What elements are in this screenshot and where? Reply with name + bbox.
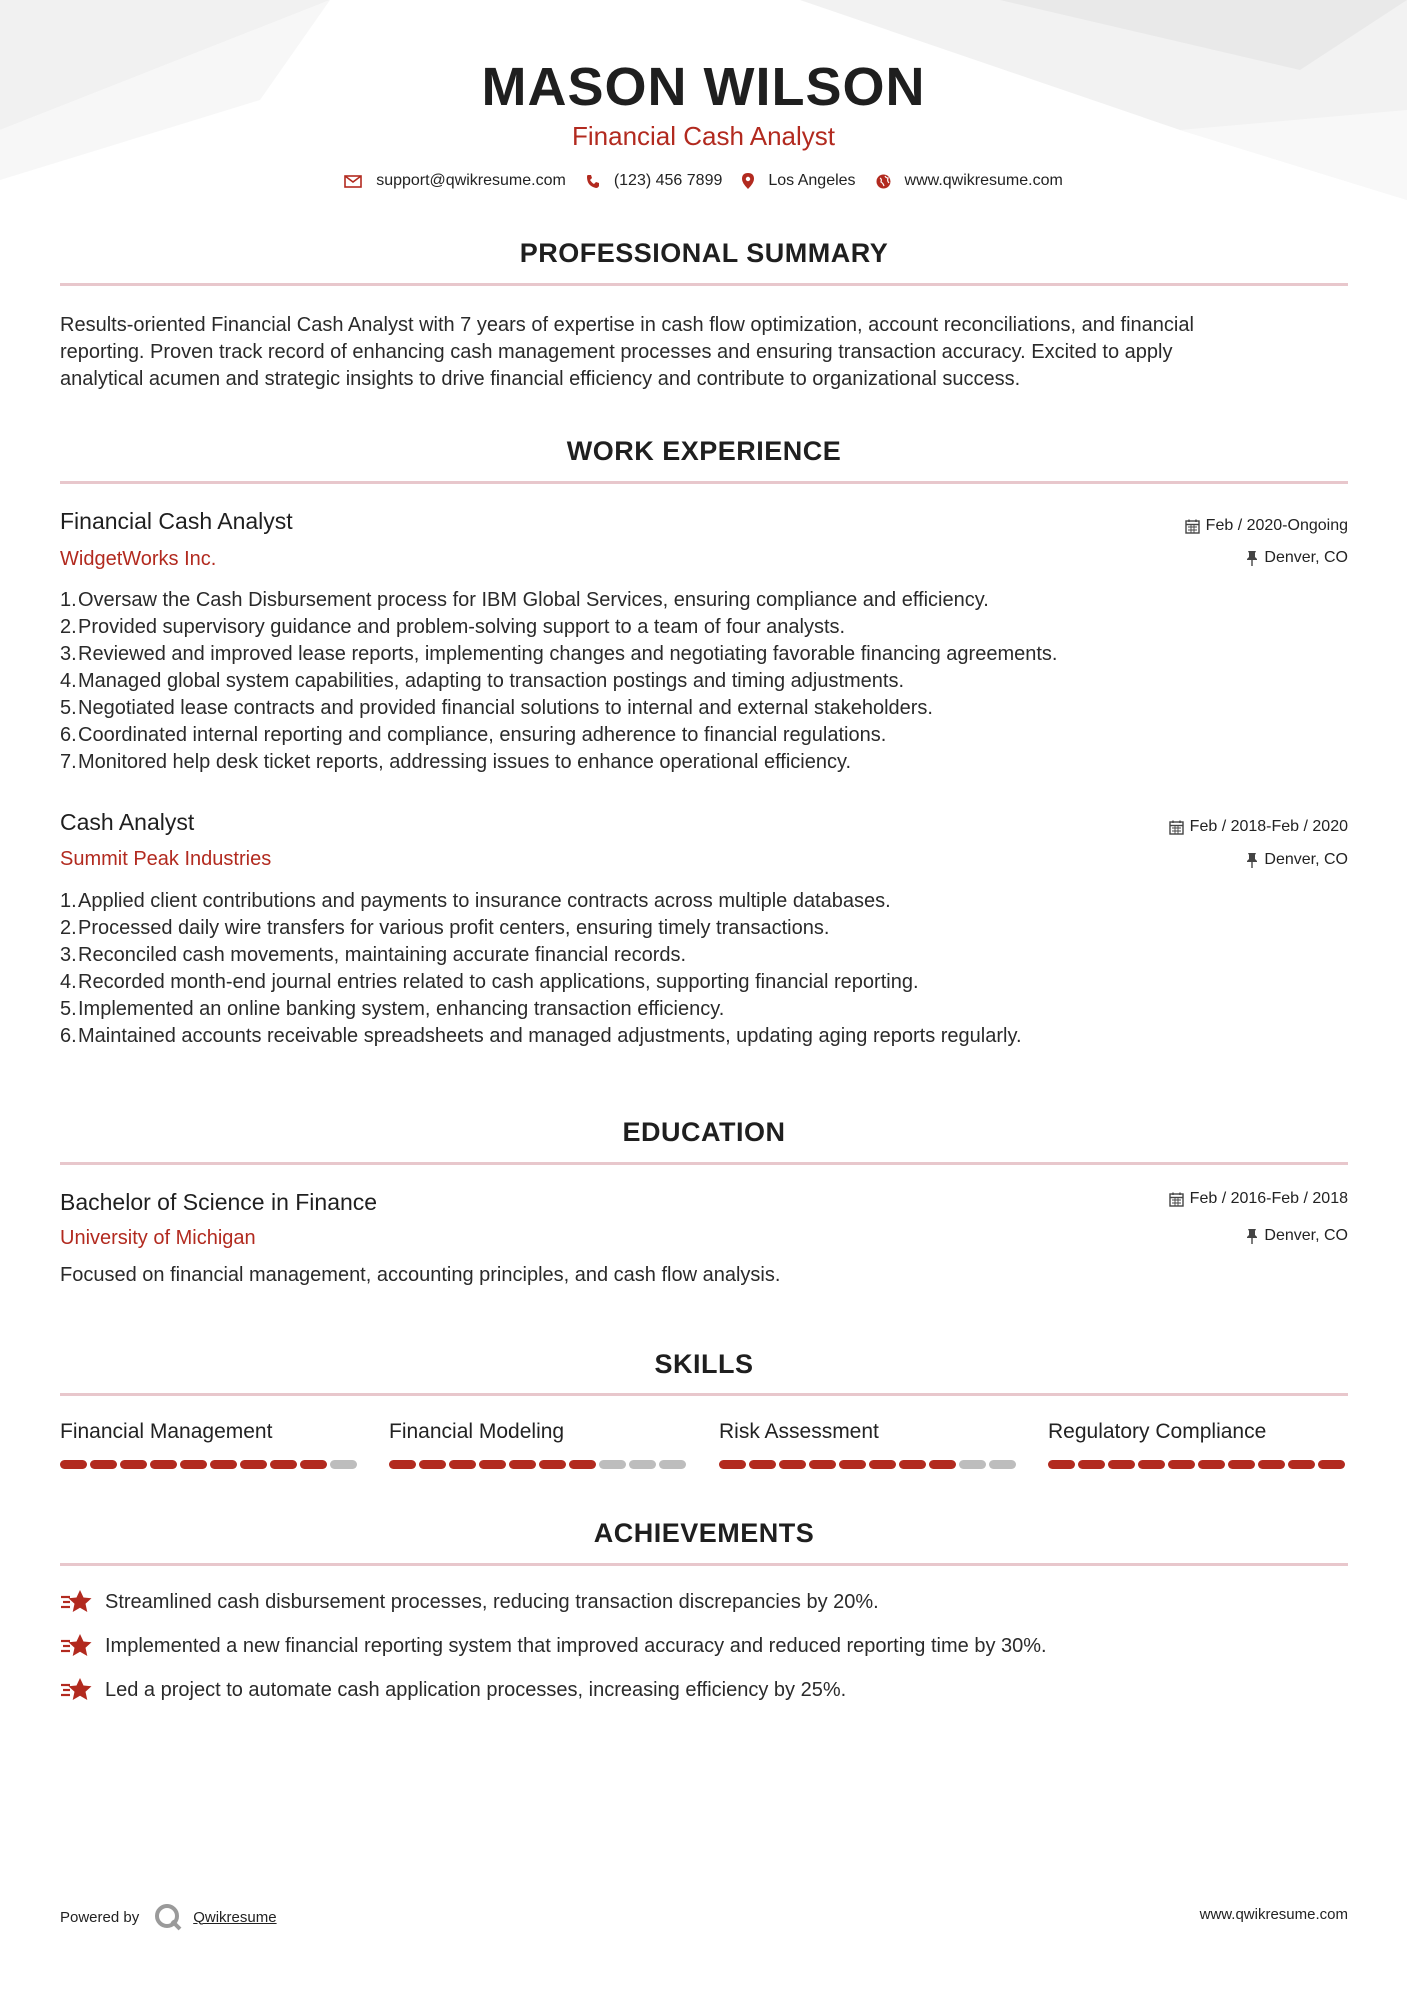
skill-level-dot-filled <box>1258 1460 1285 1469</box>
list-item: 5.Negotiated lease contracts and provided financial solutions to internal and external stakeholders. <box>60 697 933 719</box>
job-title: Financial Cash Analyst <box>60 508 293 534</box>
list-item: 2.Provided supervisory guidance and problem-solving support to a team of four analysts. <box>60 616 846 638</box>
skill-level-dot-filled <box>1168 1460 1195 1469</box>
brand-link[interactable]: Qwikresume <box>193 1908 277 1926</box>
map-pin-icon <box>742 173 754 189</box>
education-date <box>1169 1190 1348 1208</box>
skills-heading: SKILLS <box>654 1349 754 1379</box>
skill-level-dot-filled <box>60 1460 87 1469</box>
section-divider <box>60 481 1348 484</box>
skill-level-meter <box>389 1460 691 1469</box>
skill-level-dot-filled <box>1228 1460 1255 1469</box>
achievement-item <box>60 1633 1047 1659</box>
skill-level-dot-filled <box>389 1460 416 1469</box>
calendar-icon <box>1185 519 1200 534</box>
summary-heading: PROFESSIONAL SUMMARY <box>519 238 889 268</box>
list-item: 6.Coordinated internal reporting and compliance, ensuring adherence to financial regulations. <box>60 724 887 746</box>
skill-level-dot-filled <box>180 1460 207 1469</box>
skill-level-dot-filled <box>1048 1460 1075 1469</box>
skill-level-dot-filled <box>419 1460 446 1469</box>
skill-name: Risk Assessment <box>719 1420 879 1443</box>
list-item: 4.Recorded month-end journal entries related to cash applications, supporting financial reporting. <box>60 971 919 993</box>
phone-text: (123) 456 7899 <box>613 172 723 189</box>
job-bullets <box>60 888 1350 1050</box>
skill-level-dot-filled <box>1318 1460 1345 1469</box>
list-item: 4.Managed global system capabilities, adapting to transaction postings and timing adjustments. <box>60 670 905 692</box>
summary-line: reporting. Proven track record of enhancing cash management processes and ensuring transaction accuracy. Excited to apply <box>60 341 1173 363</box>
star-icon <box>60 1633 93 1659</box>
contact-website[interactable] <box>876 172 1063 190</box>
skill-level-dot-filled <box>240 1460 267 1469</box>
star-icon <box>60 1677 93 1703</box>
pushpin-icon <box>1246 551 1258 566</box>
skill-item <box>60 1420 362 1469</box>
skill-level-dot-filled <box>779 1460 806 1469</box>
date-text: Feb / 2020-Ongoing <box>1205 517 1348 534</box>
footer-powered-by <box>60 1902 277 1932</box>
qwikresume-logo-icon <box>153 1902 183 1932</box>
contact-email[interactable] <box>344 172 566 190</box>
experience-heading: WORK EXPERIENCE <box>566 436 842 466</box>
education-heading: EDUCATION <box>622 1117 786 1147</box>
job-location <box>1246 549 1348 567</box>
skill-level-dot-filled <box>749 1460 776 1469</box>
skill-level-meter <box>719 1460 1021 1469</box>
skill-level-dot-filled <box>929 1460 956 1469</box>
powered-by-text: Powered by <box>60 1908 140 1926</box>
achievement-text: Led a project to automate cash application processes, increasing efficiency by 25%. <box>105 1678 847 1701</box>
pushpin-icon <box>1246 853 1258 868</box>
skill-level-dot-filled <box>1198 1460 1225 1469</box>
candidate-name: MASON WILSON <box>481 57 926 117</box>
list-item: 5.Implemented an online banking system, enhancing transaction efficiency. <box>60 998 725 1020</box>
list-item: 2.Processed daily wire transfers for various profit centers, ensuring timely transactions. <box>60 917 830 939</box>
list-item: 6.Maintained accounts receivable spreadsheets and managed adjustments, updating aging reports regularly. <box>60 1025 1022 1047</box>
skill-level-dot-empty <box>989 1460 1016 1469</box>
job-location <box>1246 851 1348 869</box>
achievement-item <box>60 1589 879 1615</box>
skill-level-dot-filled <box>150 1460 177 1469</box>
list-item: 1.Oversaw the Cash Disbursement process for IBM Global Services, ensuring compliance and efficiency. <box>60 589 989 611</box>
skill-level-dot-filled <box>509 1460 536 1469</box>
skill-level-dot-filled <box>300 1460 327 1469</box>
company-name: WidgetWorks Inc. <box>60 548 217 570</box>
skill-level-dot-empty <box>959 1460 986 1469</box>
skill-item <box>389 1420 691 1469</box>
candidate-role: Financial Cash Analyst <box>571 121 836 151</box>
calendar-icon <box>1169 820 1184 835</box>
skill-level-dot-filled <box>270 1460 297 1469</box>
skill-level-dot-filled <box>569 1460 596 1469</box>
skill-level-dot-filled <box>869 1460 896 1469</box>
education-location <box>1246 1227 1348 1245</box>
skill-level-meter <box>1048 1460 1350 1469</box>
skill-level-meter <box>60 1460 362 1469</box>
skill-level-dot-empty <box>330 1460 357 1469</box>
section-divider <box>60 283 1348 286</box>
star-icon <box>60 1589 93 1615</box>
phone-icon <box>586 174 600 189</box>
summary-text <box>60 312 1348 393</box>
job-bullets <box>60 587 1350 776</box>
company-name: Summit Peak Industries <box>60 848 272 870</box>
contact-phone[interactable] <box>586 172 723 190</box>
skill-item <box>1048 1420 1350 1469</box>
list-item: 3.Reviewed and improved lease reports, implementing changes and negotiating favorable financing agreements. <box>60 643 1058 665</box>
section-divider <box>60 1563 1348 1566</box>
list-item: 3.Reconciled cash movements, maintaining accurate financial records. <box>60 944 687 966</box>
skill-level-dot-filled <box>1108 1460 1135 1469</box>
skill-level-dot-filled <box>1138 1460 1165 1469</box>
pushpin-icon <box>1246 1229 1258 1244</box>
skill-level-dot-filled <box>120 1460 147 1469</box>
date-text: Feb / 2016-Feb / 2018 <box>1189 1190 1348 1207</box>
location-text: Denver, CO <box>1264 549 1348 566</box>
email-text: support@qwikresume.com <box>376 172 566 189</box>
list-item: 7.Monitored help desk ticket reports, addressing issues to enhance operational efficiency. <box>60 751 852 773</box>
skill-name: Financial Modeling <box>389 1420 565 1443</box>
skill-name: Regulatory Compliance <box>1048 1420 1267 1443</box>
degree-title: Bachelor of Science in Finance <box>60 1189 378 1215</box>
section-divider <box>60 1162 1348 1165</box>
achievements-heading: ACHIEVEMENTS <box>593 1518 815 1548</box>
date-text: Feb / 2018-Feb / 2020 <box>1189 818 1348 835</box>
skill-level-dot-filled <box>899 1460 926 1469</box>
skill-level-dot-filled <box>719 1460 746 1469</box>
location-text: Los Angeles <box>768 172 856 189</box>
education-description: Focused on financial management, accounting principles, and cash flow analysis. <box>60 1264 781 1286</box>
school-name: University of Michigan <box>60 1227 256 1249</box>
calendar-icon <box>1169 1192 1184 1207</box>
envelope-icon <box>344 175 362 188</box>
skill-level-dot-filled <box>809 1460 836 1469</box>
location-text: Denver, CO <box>1264 851 1348 868</box>
skill-level-dot-filled <box>449 1460 476 1469</box>
skill-level-dot-filled <box>1078 1460 1105 1469</box>
achievement-text: Implemented a new financial reporting system that improved accuracy and reduced reporting time by 30%. <box>105 1634 1047 1657</box>
globe-icon <box>876 174 891 189</box>
skill-level-dot-filled <box>479 1460 506 1469</box>
footer-website[interactable]: www.qwikresume.com <box>1199 1906 1348 1923</box>
list-item: 1.Applied client contributions and payments to insurance contracts across multiple databases. <box>60 890 891 912</box>
achievement-item <box>60 1677 846 1703</box>
skill-item <box>719 1420 1021 1469</box>
contact-bar <box>0 172 1407 190</box>
skill-name: Financial Management <box>60 1420 273 1443</box>
job-date <box>1185 517 1348 535</box>
summary-line: Results-oriented Financial Cash Analyst with 7 years of expertise in cash flow optimization, account reconciliations, and financial <box>60 314 1194 336</box>
skill-level-dot-empty <box>599 1460 626 1469</box>
skill-level-dot-filled <box>90 1460 117 1469</box>
website-text: www.qwikresume.com <box>904 172 1063 189</box>
location-text: Denver, CO <box>1264 1227 1348 1244</box>
skill-level-dot-filled <box>1288 1460 1315 1469</box>
job-date <box>1169 818 1348 836</box>
skill-level-dot-filled <box>539 1460 566 1469</box>
achievement-text: Streamlined cash disbursement processes, reducing transaction discrepancies by 20%. <box>105 1590 879 1613</box>
contact-location <box>742 172 855 190</box>
job-title: Cash Analyst <box>60 809 195 835</box>
skill-level-dot-empty <box>659 1460 686 1469</box>
skill-level-dot-filled <box>210 1460 237 1469</box>
section-divider <box>60 1393 1348 1396</box>
summary-line: analytical acumen and strategic insights to drive financial efficiency and contribute to organizational success. <box>60 368 1021 390</box>
skill-level-dot-empty <box>629 1460 656 1469</box>
skill-level-dot-filled <box>839 1460 866 1469</box>
